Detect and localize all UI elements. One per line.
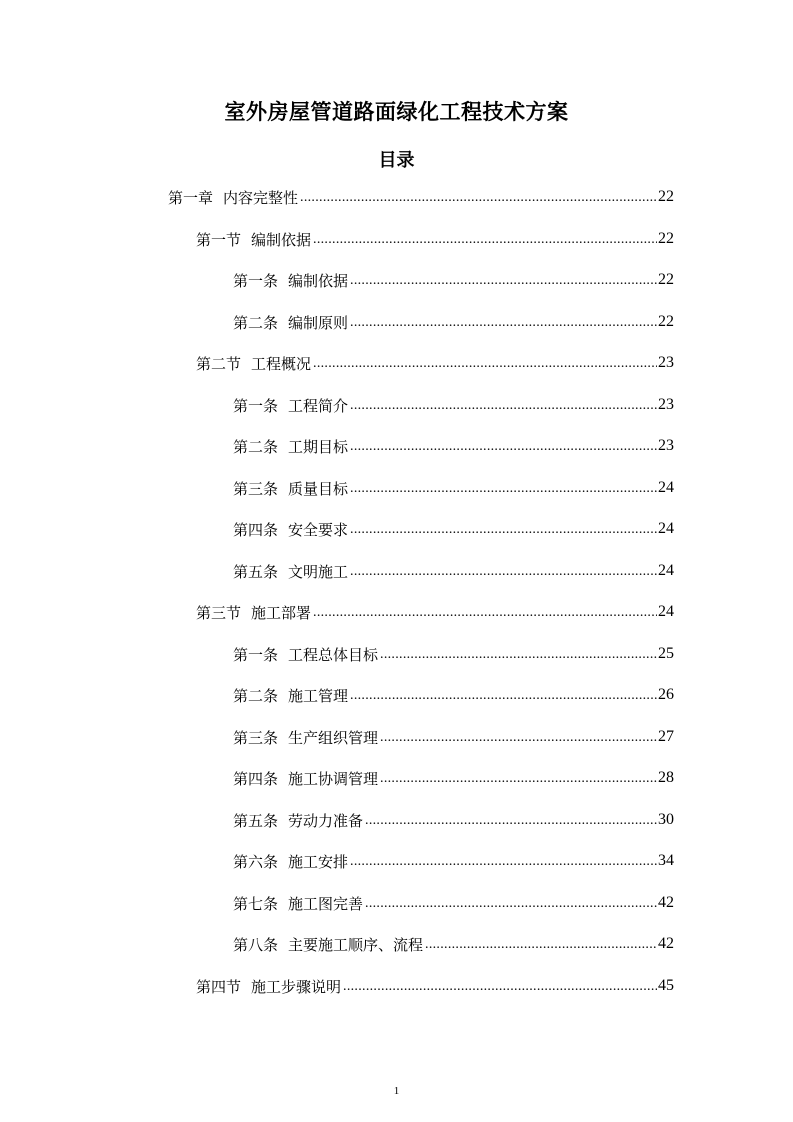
toc-leader-dots (313, 350, 657, 376)
toc-leader-dots (350, 848, 657, 874)
toc-entry-page: 23 (658, 396, 674, 413)
toc-entry-title: 工程简介 (288, 396, 349, 415)
toc-entry-page: 24 (658, 562, 674, 579)
document-title: 室外房屋管道路面绿化工程技术方案 (224, 100, 569, 124)
toc-entry-page: 24 (658, 520, 674, 537)
toc-entry-number: 第一章 (168, 188, 214, 207)
toc-entry[interactable] (233, 890, 674, 916)
toc-entry[interactable] (233, 682, 674, 708)
toc-entry[interactable] (233, 516, 674, 542)
toc-entry-page: 45 (658, 977, 674, 994)
toc-entry-title: 施工管理 (288, 686, 349, 705)
toc-entry-number: 第七条 (233, 894, 279, 913)
toc-entry-title: 施工协调管理 (288, 769, 379, 788)
toc-entry-number: 第二条 (233, 313, 279, 332)
toc-entry[interactable] (233, 433, 674, 459)
toc-leader-dots (350, 558, 657, 584)
toc-entry[interactable] (196, 599, 674, 625)
toc-entry-title: 工期目标 (288, 437, 349, 456)
toc-entry-page: 25 (658, 645, 674, 662)
toc-entry-title: 施工步骤说明 (251, 977, 342, 996)
toc-entry-page: 22 (658, 271, 674, 288)
toc-entry[interactable] (196, 973, 674, 999)
toc-entry-page: 22 (658, 230, 674, 247)
toc-entry-number: 第二节 (196, 354, 242, 373)
toc-entry[interactable] (196, 226, 674, 252)
toc-entry[interactable] (233, 848, 674, 874)
toc-entry-page: 27 (658, 728, 674, 745)
toc-entry-number: 第四条 (233, 520, 279, 539)
toc-entry-title: 质量目标 (288, 479, 349, 498)
toc-leader-dots (343, 973, 657, 999)
toc-leader-dots (350, 392, 657, 418)
toc-entry-title: 编制依据 (251, 230, 312, 249)
toc-leader-dots (365, 807, 657, 833)
toc-leader-dots (350, 433, 657, 459)
toc-entry-page: 23 (658, 437, 674, 454)
toc-entry-title: 文明施工 (288, 562, 349, 581)
toc-leader-dots (365, 890, 657, 916)
toc-entry-number: 第一节 (196, 230, 242, 249)
toc-entry-title: 工程概况 (251, 354, 312, 373)
toc-entry[interactable] (233, 267, 674, 293)
toc-entry-number: 第五条 (233, 811, 279, 830)
toc-entry[interactable] (233, 931, 674, 957)
toc-entry-page: 24 (658, 479, 674, 496)
toc-entry-title: 施工安排 (288, 852, 349, 871)
toc-entry-number: 第一条 (233, 645, 279, 664)
toc-entry-title: 生产组织管理 (288, 728, 379, 747)
toc-entry-page: 28 (658, 769, 674, 786)
toc-entry[interactable] (196, 350, 674, 376)
toc-entry-page: 24 (658, 603, 674, 620)
toc-entry-title: 施工图完善 (288, 894, 364, 913)
toc-entry-title: 编制依据 (288, 271, 349, 290)
toc-entry-title: 安全要求 (288, 520, 349, 539)
toc-heading: 目录 (378, 150, 415, 171)
toc-leader-dots (350, 682, 657, 708)
toc-entry-number: 第四节 (196, 977, 242, 996)
toc-entry-number: 第三条 (233, 479, 279, 498)
toc-leader-dots (300, 184, 657, 210)
toc-entry-page: 23 (658, 354, 674, 371)
toc-entry-page: 34 (658, 852, 674, 869)
toc-entry-page: 30 (658, 811, 674, 828)
toc-entry-number: 第一条 (233, 396, 279, 415)
toc-entry-title: 工程总体目标 (288, 645, 379, 664)
toc-leader-dots (350, 516, 657, 542)
toc-entry-number: 第六条 (233, 852, 279, 871)
toc-entry-page: 42 (658, 894, 674, 911)
toc-leader-dots (350, 267, 657, 293)
toc-entry-number: 第一条 (233, 271, 279, 290)
toc-leader-dots (380, 724, 657, 750)
toc-entry[interactable] (168, 184, 674, 210)
toc-entry[interactable] (233, 392, 674, 418)
toc-entry-page: 22 (658, 188, 674, 205)
toc-entry-number: 第四条 (233, 769, 279, 788)
toc-entry-number: 第三节 (196, 603, 242, 622)
toc-entry-number: 第三条 (233, 728, 279, 747)
toc-leader-dots (350, 309, 657, 335)
toc-entry-title: 施工部署 (251, 603, 312, 622)
toc-entry[interactable] (233, 309, 674, 335)
toc-leader-dots (425, 931, 657, 957)
toc-entry-page: 42 (658, 935, 674, 952)
toc-leader-dots (313, 599, 657, 625)
toc-entry[interactable] (233, 807, 674, 833)
toc-entry[interactable] (233, 558, 674, 584)
toc-leader-dots (350, 475, 657, 501)
toc-entry-page: 26 (658, 686, 674, 703)
toc-entry-number: 第八条 (233, 935, 279, 954)
toc-entry-title: 劳动力准备 (288, 811, 364, 830)
toc-leader-dots (380, 641, 657, 667)
toc-entry-page: 22 (658, 313, 674, 330)
toc-entry[interactable] (233, 641, 674, 667)
toc-entry-number: 第五条 (233, 562, 279, 581)
toc-entry-number: 第二条 (233, 437, 279, 456)
toc-entry-title: 内容完整性 (223, 188, 299, 207)
toc-entry-title: 编制原则 (288, 313, 349, 332)
toc-entry[interactable] (233, 765, 674, 791)
page-number: 1 (393, 1085, 400, 1097)
toc-entry[interactable] (233, 724, 674, 750)
toc-entry[interactable] (233, 475, 674, 501)
toc-entry-number: 第二条 (233, 686, 279, 705)
toc-leader-dots (313, 226, 657, 252)
toc-entry-title: 主要施工顺序、流程 (288, 935, 424, 954)
toc-leader-dots (380, 765, 657, 791)
